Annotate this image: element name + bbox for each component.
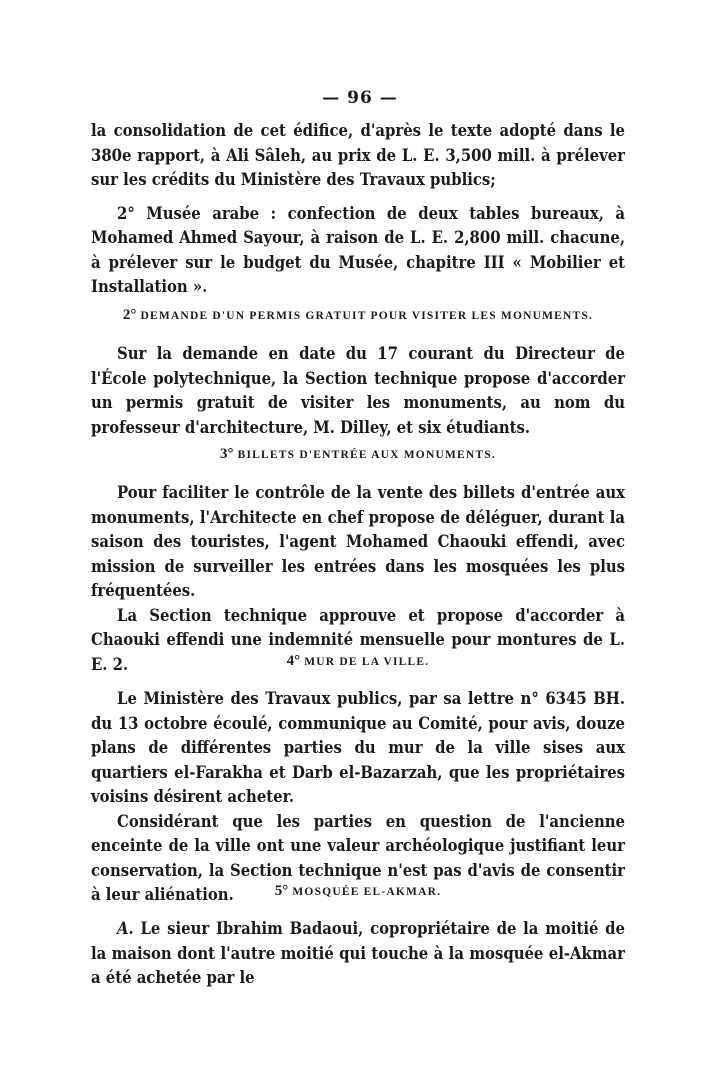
section-3-number: 3° xyxy=(220,446,234,462)
intro-paragraph: la consolidation de cet édifice, d'après le texte adopté dans le 380e rapport, à Ali Sâleh, au prix de L. E. 3,500 mill. à prélever sur les crédits du Ministère des Travaux publics; xyxy=(91,121,625,189)
section-3-title: BILLETS D'ENTRÉE AUX MONUMENTS. xyxy=(237,449,496,461)
section-2-title: DEMANDE D'UN PERMIS GRATUIT POUR VISITER LES MONUMENTS. xyxy=(140,310,594,322)
section-5-paragraph-1 xyxy=(91,917,625,991)
section-2-paragraph: Sur la demande en date du 17 courant du Directeur de l'École polytechnique, la Section technique propose d'accorder un permis gratuit de visiter les monuments, au nom du professeur d'architecture, M. Dilley, et six étudiants. xyxy=(91,344,625,437)
section-4-heading xyxy=(91,653,625,670)
section-4-paragraph-2: Considérant que les parties en question de l'ancienne enceinte de la ville ont une valeur archéologique justifiant leur conservation, la Section technique n'est pas d'avis de consentir à leur aliénation. xyxy=(91,811,625,904)
section-2-heading xyxy=(91,307,625,324)
section-4-body xyxy=(91,687,625,908)
section-3-paragraph-1: Pour faciliter le contrôle de la vente des billets d'entrée aux monuments, l'Architecte en chef propose de déléguer, durant la saison des touristes, l'agent Mohamed Chaouki effendi, avec mission de surveiller les entrées dans les mosquées les plus fréquentées. xyxy=(91,483,625,600)
section-2-number: 2° xyxy=(122,307,137,323)
section-5-body xyxy=(91,917,625,991)
section-3-body xyxy=(91,481,625,677)
section-4-title: MUR DE LA VILLE. xyxy=(304,656,430,668)
page-number: — 96 — xyxy=(322,88,398,108)
section-3-paragraph-2: La Section technique approuve et propose d'accorder à Chaouki effendi une indemnité mensuelle pour montures de L. E. 2. xyxy=(91,605,625,674)
section-5-title: MOSQUÉE EL-AKMAR. xyxy=(292,886,442,898)
section-5-label: A. xyxy=(117,919,134,938)
section-4-number: 4° xyxy=(286,653,301,669)
item-2-paragraph: 2° Musée arabe : confection de deux tables bureaux, à Mohamed Ahmed Sayour, à raison de L. E. 2,800 mill. chacune, à prélever sur le budget du Musée, chapitre III « Mobilier et Installation ». xyxy=(91,203,625,296)
section-5-text: Le sieur Ibrahim Badaoui, copropriétaire de la moitié de la maison dont l'autre moitié qui touche à la mosquée el-Akmar a été achetée par le xyxy=(91,919,625,987)
section-3-heading xyxy=(91,446,625,463)
section-4-paragraph-1: Le Ministère des Travaux publics, par sa lettre n° 6345 BH. du 13 octobre écoulé, communique au Comité, pour avis, douze plans de différentes parties du mur de la ville sises aux quartiers el-Farakha et Darb el-Bazarzah, que les propriétaires voisins désirent acheter. xyxy=(91,689,625,806)
section-2-body xyxy=(91,342,625,440)
section-5-number: 5° xyxy=(274,883,289,899)
section-5-heading xyxy=(91,883,625,900)
intro-block xyxy=(91,119,625,300)
